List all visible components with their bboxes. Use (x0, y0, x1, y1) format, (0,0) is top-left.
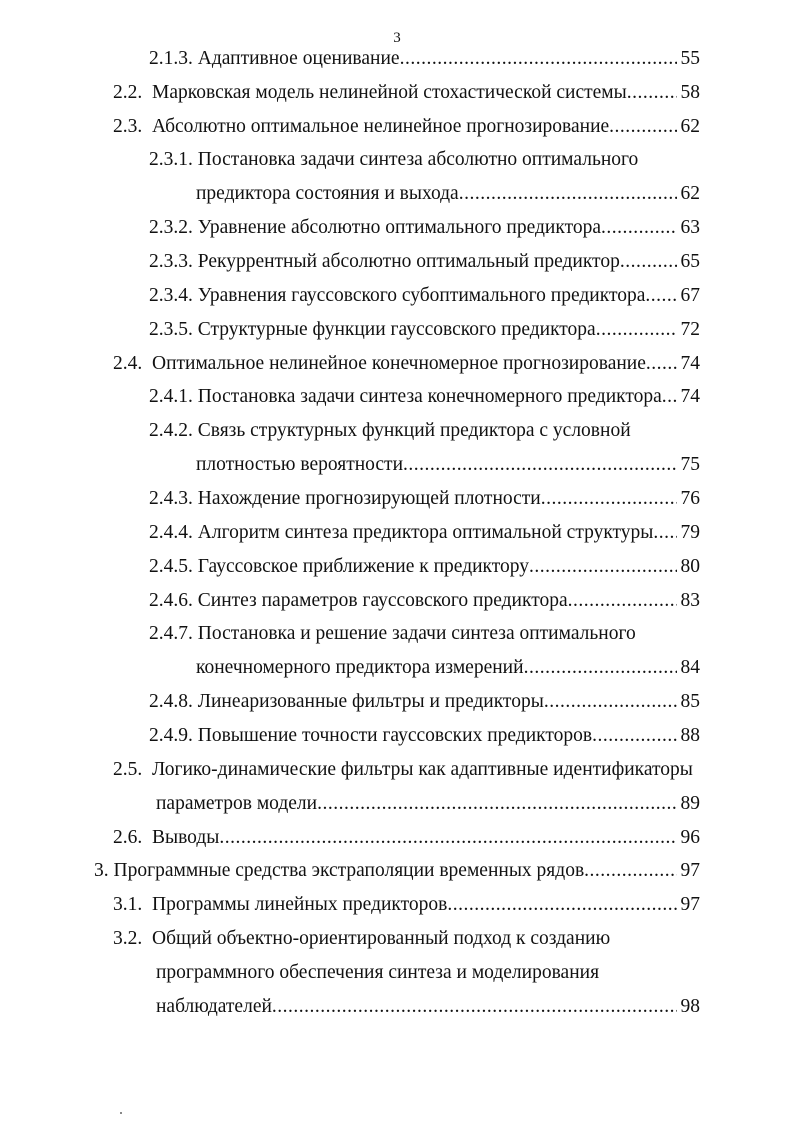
toc-entry-2-4-5 (149, 553, 700, 581)
toc-entry-text (149, 553, 529, 581)
toc-entry-title: Программные средства экстраполяции временных рядов (113, 860, 585, 881)
toc-leader-dots (459, 180, 677, 208)
toc-entry-title: Логико-динамические фильтры как адаптивные идентификаторы (152, 759, 693, 780)
toc-entry-2-1-3 (149, 45, 700, 73)
toc-entry-page: 67 (680, 285, 700, 306)
toc-entry-text (149, 214, 601, 242)
toc-entry-title: Программы линейных предикторов (152, 894, 448, 915)
toc-entry-title: Линеаризованные фильтры и предикторы (197, 691, 544, 712)
toc-entry-number: 2.4.4. (149, 522, 193, 543)
toc-entry-title: Повышение точности гауссовских предикторов (197, 725, 593, 746)
toc-entry-title: Постановка задачи синтеза конечномерного предиктора (197, 386, 662, 407)
toc-entry-page: 89 (680, 793, 700, 814)
toc-entry-number: 2.4.8. (149, 691, 193, 712)
toc-leader-dots (645, 282, 676, 310)
toc-entry-number: 2.2. (113, 82, 143, 103)
toc-entry-2-3-2 (149, 214, 700, 242)
toc-entry-number: 2.4.2. (149, 420, 193, 441)
page-number: 3 (393, 30, 401, 46)
toc-leader-dots (272, 993, 677, 1021)
toc-leader-dots (219, 824, 676, 852)
toc-entry-page: 62 (680, 116, 700, 137)
toc-entry-text (113, 891, 447, 919)
toc-entry-title: Постановка и решение задачи синтеза оптимального (197, 623, 636, 644)
toc-entry-number: 2.3.2. (149, 217, 193, 238)
toc-entry-title-continuation: плотностью вероятности (196, 454, 404, 475)
toc-entry-2-4-3 (149, 485, 700, 513)
toc-leader-dots (541, 485, 677, 513)
toc-entry-title-continuation: наблюдателей (156, 996, 272, 1017)
toc-leader-dots (544, 688, 677, 716)
toc-leader-dots (662, 383, 677, 411)
toc-entry-number: 2.3.5. (149, 319, 193, 340)
toc-entry-title: Алгоритм синтеза предиктора оптимальной структуры (197, 522, 654, 543)
toc-entry-title: Выводы (152, 827, 220, 848)
toc-entry-2-3-4 (149, 282, 700, 310)
toc-entry-title: Оптимальное нелинейное конечномерное прогнозирование (152, 353, 646, 374)
toc-entry-number: 2.4.1. (149, 386, 193, 407)
toc-entry-page: 80 (680, 556, 700, 577)
toc-entry-text (94, 857, 584, 885)
toc-entry-text (149, 282, 645, 310)
toc-entry-2-4-7 (149, 620, 636, 648)
toc-entry-text (113, 79, 627, 107)
toc-entry-2-4-2-continuation (196, 451, 700, 479)
toc-leader-dots (596, 316, 677, 344)
toc-entry-text (149, 722, 592, 750)
toc-entry-text (149, 485, 541, 513)
toc-leader-dots (620, 248, 677, 276)
toc-entry-2-4-2 (149, 417, 631, 445)
toc-entry-page: 79 (680, 522, 700, 543)
toc-entry-number: 2.4.6. (149, 590, 193, 611)
toc-entry-text (149, 248, 620, 276)
toc-leader-dots (317, 790, 676, 818)
toc-entry-number: 2.3.3. (149, 251, 193, 272)
toc-entry-title: Рекуррентный абсолютно оптимальный предиктор (197, 251, 620, 272)
toc-entry-title: Гауссовское приближение к предиктору (197, 556, 530, 577)
toc-entry-page: 72 (680, 319, 700, 340)
toc-entry-number: 3.2. (113, 928, 143, 949)
toc-leader-dots (627, 79, 677, 107)
toc-entry-3 (94, 857, 700, 885)
toc-entry-page: 85 (680, 691, 700, 712)
toc-entry-page: 58 (680, 82, 700, 103)
toc-entry-number: 2.4.3. (149, 488, 193, 509)
toc-entry-title: Связь структурных функций предиктора с условной (197, 420, 631, 441)
toc-leader-dots (568, 587, 677, 615)
toc-entry-number: 2.3.4. (149, 285, 193, 306)
toc-entry-2-3-1-continuation (196, 180, 700, 208)
toc-entry-title: Постановка задачи синтеза абсолютно оптимального (197, 149, 639, 170)
toc-entry-page: 74 (680, 386, 700, 407)
toc-entry-title: Нахождение прогнозирующей плотности (197, 488, 541, 509)
toc-leader-dots (646, 350, 677, 378)
toc-entry-text (149, 45, 400, 73)
toc-entry-title: Уравнение абсолютно оптимального предиктора (197, 217, 601, 238)
toc-entry-text (113, 113, 609, 141)
scan-speck (120, 1112, 122, 1114)
toc-entry-page: 65 (680, 251, 700, 272)
toc-entry-text (149, 688, 544, 716)
toc-entry-page: 83 (680, 590, 700, 611)
toc-entry-title: Общий объектно-ориентированный подход к созданию (152, 928, 611, 949)
toc-entry-page: 84 (680, 657, 700, 678)
toc-leader-dots (601, 214, 677, 242)
toc-leader-dots (400, 45, 677, 73)
toc-leader-dots (447, 891, 676, 919)
toc-entry-2-2 (113, 79, 700, 107)
toc-entry-text (149, 587, 568, 615)
toc-entry-page: 97 (680, 894, 700, 915)
toc-entry-number: 2.4.5. (149, 556, 193, 577)
toc-entry-number: 2.6. (113, 827, 143, 848)
toc-entry-page: 63 (680, 217, 700, 238)
toc-entry-2-6 (113, 824, 700, 852)
toc-leader-dots (592, 722, 676, 750)
toc-entry-number: 2.1.3. (149, 48, 193, 69)
toc-entry-number: 3. (94, 860, 109, 881)
toc-entry-page: 76 (680, 488, 700, 509)
toc-entry-2-4-1 (149, 383, 700, 411)
toc-entry-number: 2.5. (113, 759, 143, 780)
toc-entry-3-2-continuation (156, 959, 599, 987)
toc-leader-dots (609, 113, 676, 141)
toc-entry-number: 2.3. (113, 116, 143, 137)
toc-entry-text (149, 316, 596, 344)
toc-entry-title: Марковская модель нелинейной стохастической системы (152, 82, 627, 103)
toc-entry-page: 74 (680, 353, 700, 374)
toc-entry-3-1 (113, 891, 700, 919)
toc-leader-dots (524, 654, 677, 682)
toc-entry-page: 96 (680, 827, 700, 848)
toc-entry-2-4-4 (149, 519, 700, 547)
toc-entry-page: 62 (680, 183, 700, 204)
toc-entry-page: 75 (680, 454, 700, 475)
toc-entry-title-continuation: конечномерного предиктора измерений (196, 657, 524, 678)
toc-entry-number: 2.4.9. (149, 725, 193, 746)
toc-entry-page: 97 (680, 860, 700, 881)
toc-entry-title: Синтез параметров гауссовского предиктора (197, 590, 568, 611)
toc-entry-text (149, 519, 653, 547)
toc-entry-title: Абсолютно оптимальное нелинейное прогнозирование (152, 116, 610, 137)
toc-entry-number: 3.1. (113, 894, 143, 915)
toc-entry-2-3-3 (149, 248, 700, 276)
toc-leader-dots (529, 553, 676, 581)
toc-entry-text (149, 383, 662, 411)
toc-entry-text (113, 350, 646, 378)
toc-entry-2-4-6 (149, 587, 700, 615)
toc-entry-3-2 (113, 925, 610, 953)
toc-entry-3-2-continuation-2 (156, 993, 700, 1021)
toc-entry-2-5 (113, 756, 693, 784)
toc-entry-2-3-1 (149, 146, 638, 174)
toc-entry-title-continuation: предиктора состояния и выхода (196, 183, 459, 204)
toc-leader-dots (584, 857, 676, 885)
toc-entry-2-3 (113, 113, 700, 141)
toc-entry-page: 88 (680, 725, 700, 746)
toc-entry-2-4-7-continuation (196, 654, 700, 682)
toc-entry-number: 2.4. (113, 353, 143, 374)
toc-entry-text (113, 824, 219, 852)
toc-entry-title-continuation: программного обеспечения синтеза и моделирования (156, 962, 600, 983)
toc-entry-2-4-9 (149, 722, 700, 750)
toc-entry-page: 55 (680, 48, 700, 69)
toc-entry-2-3-5 (149, 316, 700, 344)
toc-entry-title: Структурные функции гауссовского предиктора (197, 319, 596, 340)
toc-entry-number: 2.3.1. (149, 149, 193, 170)
toc-entry-title-continuation: параметров модели (156, 793, 318, 814)
toc-leader-dots (653, 519, 676, 547)
toc-entry-title: Уравнения гауссовского субоптимального предиктора (197, 285, 646, 306)
toc-leader-dots (403, 451, 676, 479)
toc-entry-2-4-8 (149, 688, 700, 716)
toc-entry-2-5-continuation (156, 790, 700, 818)
toc-entry-title: Адаптивное оценивание (197, 48, 400, 69)
toc-entry-2-4 (113, 350, 700, 378)
toc-entry-page: 98 (680, 996, 700, 1017)
toc-entry-number: 2.4.7. (149, 623, 193, 644)
